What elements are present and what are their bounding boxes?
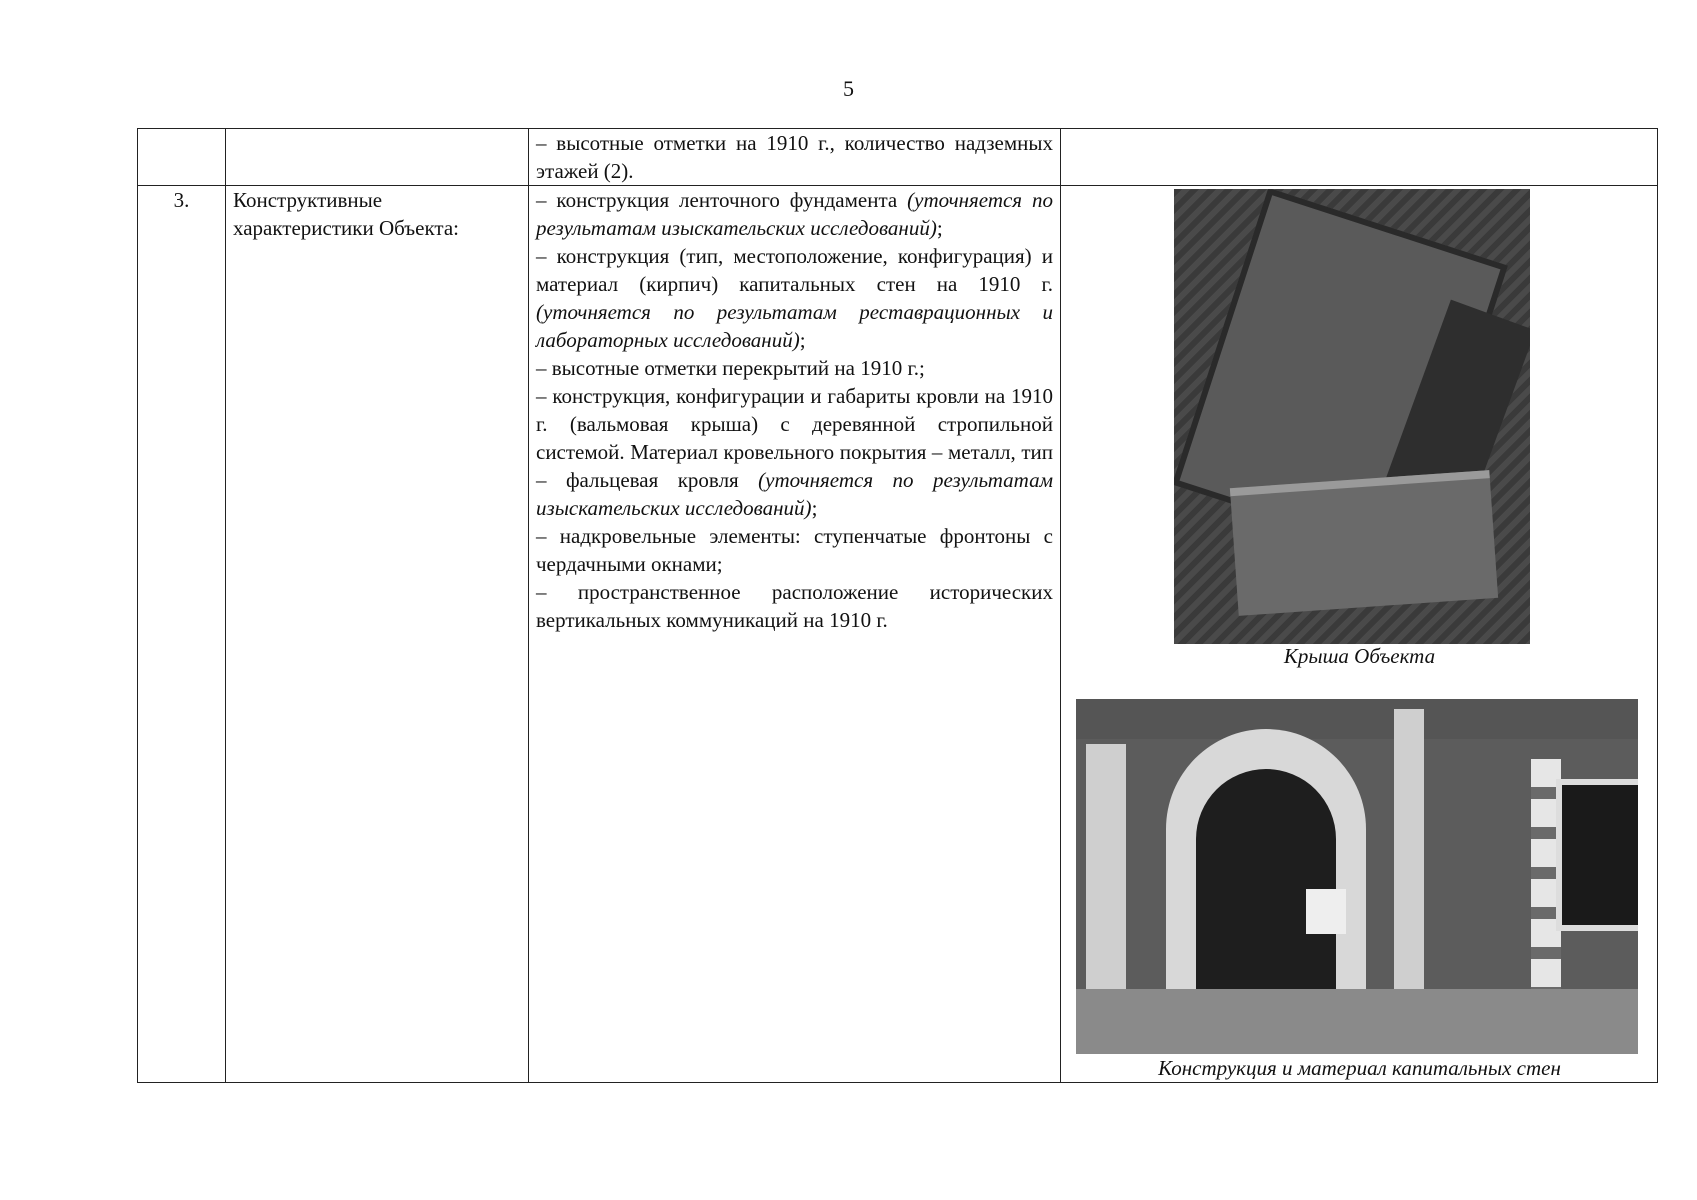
cell-description — [529, 129, 1061, 186]
list-item: – надкровельные элементы: ступенчатые фронтоны с чердачными окнами; — [536, 524, 1053, 576]
list-item: – конструкция, конфигурации и габариты кровли на 1910 г. (вальмовая крыша) с деревянной стропильной системой. Материал кровельного покрытия – металл, тип – фальцевая кровля (уточняется по результатам изыскательских исследований); — [536, 384, 1053, 520]
characteristics-table — [137, 128, 1658, 1083]
row-title: Конструктивные характеристики Объекта: — [226, 186, 529, 1083]
roof-photo-caption: Крыша Объекта — [1283, 644, 1436, 668]
list-item: – конструкция (тип, местоположение, конфигурация) и материал (кирпич) капитальных стен на 1910 г. (уточняется по результатам реставрационных и лабораторных исследований); — [536, 244, 1053, 352]
row1-text: – высотные отметки на 1910 г., количество надземных этажей (2). — [536, 131, 1053, 183]
cell-number — [138, 129, 226, 186]
cell-description — [529, 186, 1061, 1083]
page-number: 5 — [843, 76, 854, 101]
wall-facade-photo — [1076, 699, 1638, 1054]
roof-aerial-photo — [1174, 189, 1530, 644]
cell-figures — [1061, 186, 1658, 1083]
table-row — [138, 186, 1658, 1083]
table-row — [138, 129, 1658, 186]
list-item: – высотные отметки перекрытий на 1910 г.; — [536, 356, 925, 380]
row-number: 3. — [138, 186, 226, 1083]
list-item: – конструкция ленточного фундамента (уточняется по результатам изыскательских исследований); — [536, 188, 1053, 240]
walls-photo-caption: Конструкция и материал капитальных стен — [1158, 1056, 1561, 1080]
list-item: – пространственное расположение исторических вертикальных коммуникаций на 1910 г. — [536, 580, 1053, 632]
cell-figure — [1061, 129, 1658, 186]
cell-title — [226, 129, 529, 186]
